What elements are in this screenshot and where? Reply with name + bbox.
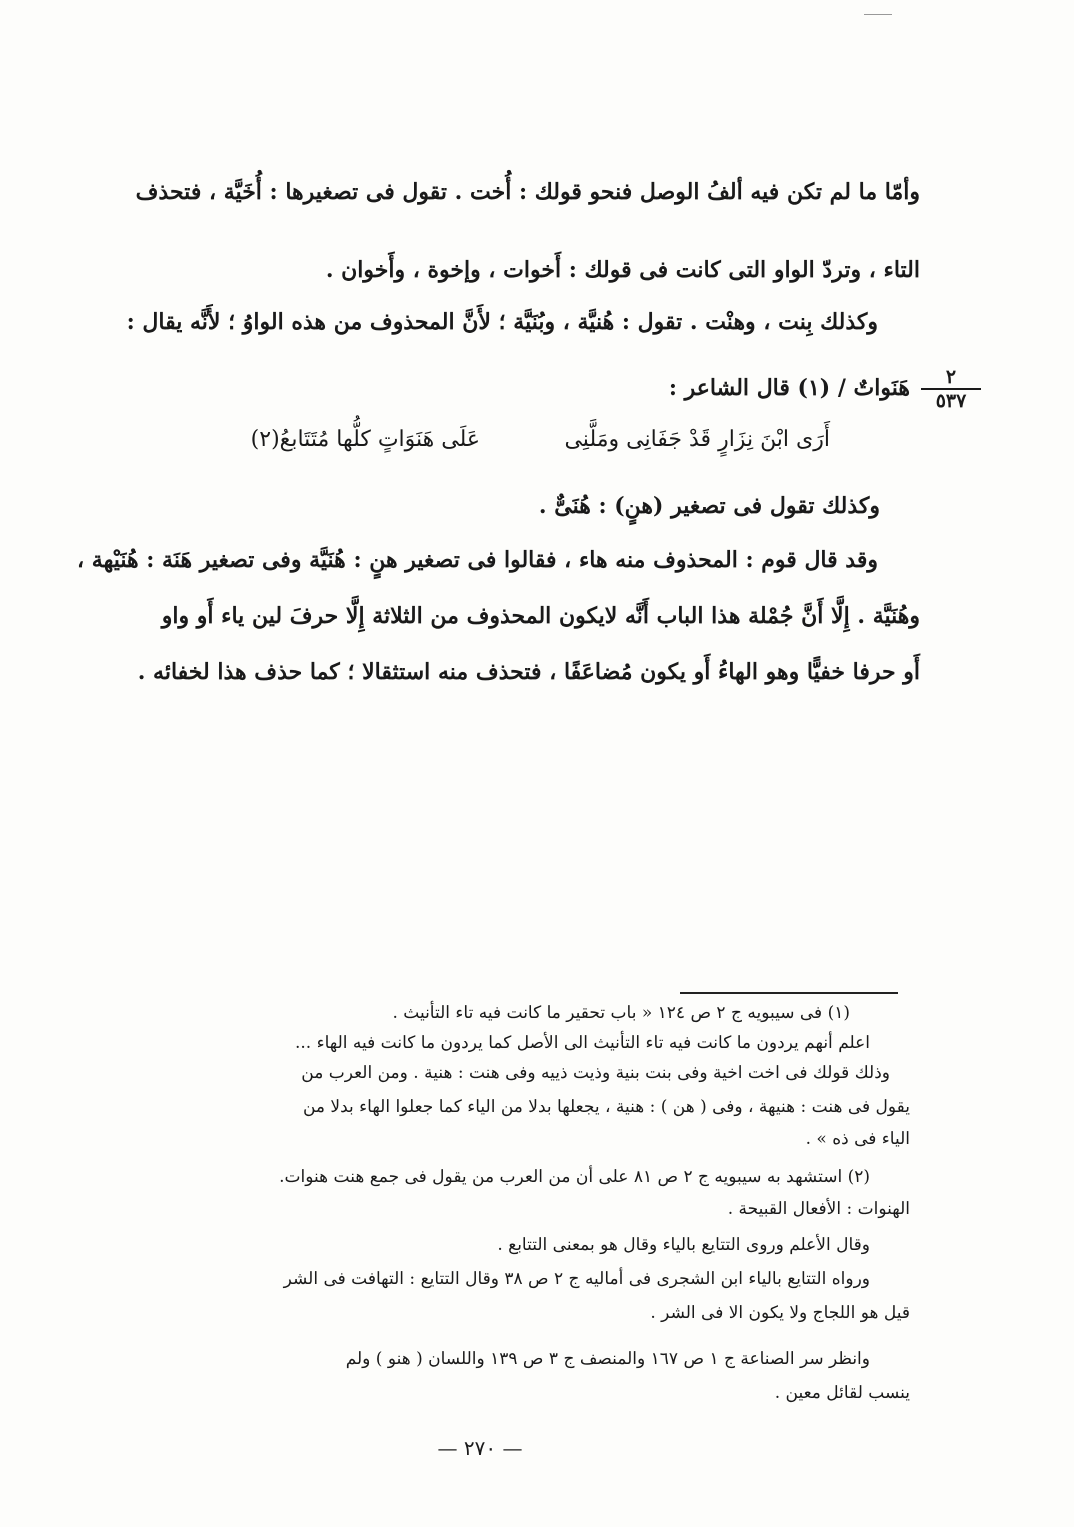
footnote-line: (٢) استشهد به سيبويه ج ٢ ص ٨١ على أن من العرب من يقول فى جمع هنت هنوات. (279, 1167, 870, 1187)
footnote-line: ينسب لقائل معين . (774, 1383, 910, 1403)
footnote-line: الياء فى ذه » . (805, 1129, 910, 1149)
footnote-line: ورواه التتايع بالياء ابن الشجرى فى أماليه ج ٢ ص ٣٨ وقال التتايع : التهافت فى الشر (283, 1269, 870, 1289)
body-line: التاء ، وتردّ الواو التى كانت فى قولك : أَخوات ، وإخوة ، وأَخوان . (325, 257, 920, 283)
footnote-line: الهنوات : الأفعال القبيحة . (727, 1199, 910, 1219)
body-line: أَو حرفا خفيًّا وهو الهاءُ أَو يكون مُضاعَفًا ، فتحذف منه استثقالا ؛ كما حذف هذا لخفائه . (137, 659, 920, 685)
footnote-line: اعلم أنهم يردون ما كانت فيه تاء التأنيث الى الأصل كما يردون ما كانت فيه الهاء ... (294, 1033, 870, 1053)
verse-second-hemistich: عَلَى هَنَوَاتٍ كلُّها مُتَتَابعُ(٢) (250, 427, 480, 452)
top-scan-mark (864, 14, 892, 15)
verse-first-hemistich: أَرَى ابْنَ نِزَارٍ قَدْ جَفَانِى ومَلَّنِى (564, 427, 830, 452)
footnote-line: وقال الأعلم وروى التتايع بالياء وقال هو بمعنى التتابع . (497, 1235, 870, 1255)
margin-reference-top: ٢ (945, 366, 957, 388)
body-line: هَنَواتٌ / (١) قال الشاعر : (668, 375, 910, 401)
footnote-line: قيل هو اللجاج ولا يكون الا فى الشر . (650, 1303, 910, 1323)
footnote-line: يقول فى هنت : هنيهة ، وفى ( هن ) : هنية ، يجعلها بدلا من الياء كما جعلوا الهاء بدلا من (302, 1097, 910, 1117)
page-number: — ٢٧٠ — (437, 1436, 523, 1460)
body-line: وكذلك تقول فى تصغير (هنٍ) : هُنَىٌّ . (538, 493, 880, 519)
body-line: وهُنَيَّة . إِلَّا أَنَّ جُمْلة هذا الباب أَنَّه لايكون المحذوف من الثلاثة إِلَّا حرفَ لين ياء أَو واو (161, 603, 920, 629)
body-line: وكذلك بِنت ، وهنْت . تقول : هُنيَّة ، وبُنَيَّة ؛ لأَنَّ المحذوف من هذه الواوُ ؛ لأَنَّه يقال : (126, 309, 878, 335)
margin-reference-bottom: ٥٣٧ (935, 390, 967, 412)
footnote-line: وذلك قولك فى اخت اخية وفى بنت بنية وذيت ذييه وفى هنت : هنية . ومن العرب من (301, 1063, 890, 1083)
footnote-line: وانظر سر الصناعة ج ١ ص ١٦٧ والمنصف ج ٣ ص ١٣٩ واللسان ( هنو ) ولم (345, 1349, 870, 1369)
footnote-separator (680, 992, 898, 994)
footnote-line: (١) فى سيبويه ج ٢ ص ١٢٤ « باب تحقير ما كانت فيه تاء التأنيث . (392, 1003, 850, 1023)
body-line: وأمّا ما لم تكن فيه ألفُ الوصل فنحو قولك : أُخت . تقول فى تصغيرها : أُخَيَّة ، فتحذف (135, 179, 920, 205)
body-line: وقد قال قوم : المحذوف منه هاء ، فقالوا فى تصغير هنٍ : هُنَيَّة وفى تصغير هَنَة : هُنَيْهة ، (77, 547, 878, 573)
margin-reference (915, 368, 987, 428)
